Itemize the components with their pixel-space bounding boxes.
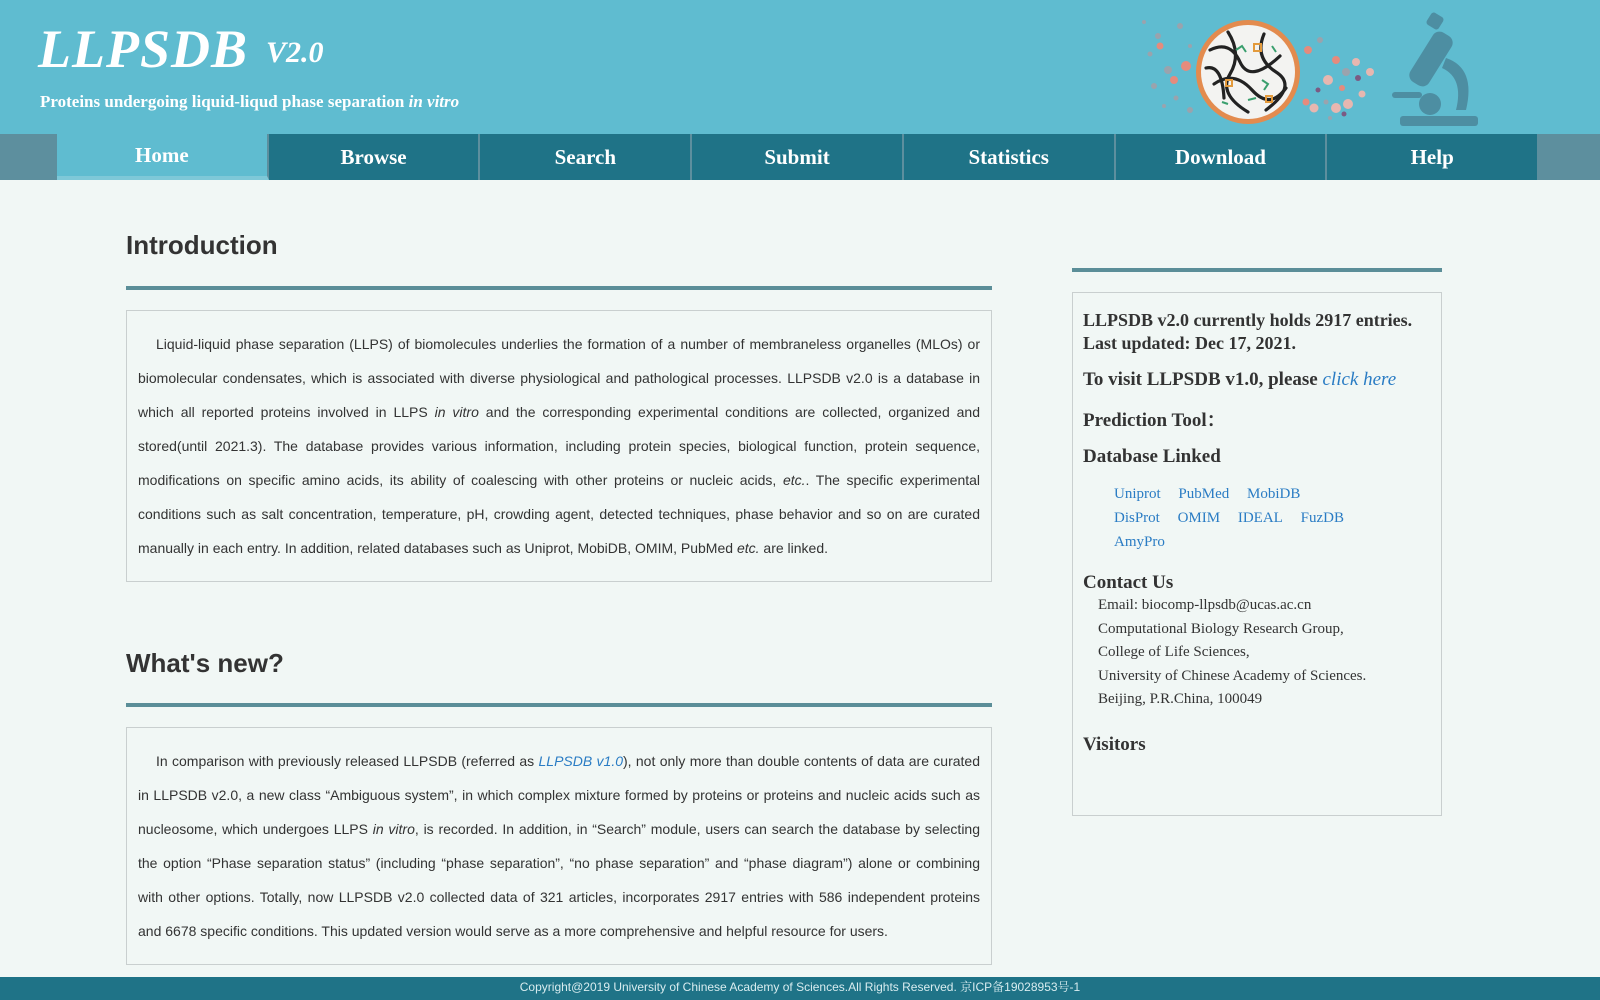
intro-part-2: and the corresponding experimental conditions are collected, organized and stored(until 2021.3). The database provides various information, including protein species, biological function, protein sequence, modifications on specific amino acids, its ability of coalescing with other proteins or nucleic acids, — [138, 404, 980, 488]
whatsnew-part-1: In comparison with previously released LLPSDB (referred as — [156, 753, 535, 769]
nav-search[interactable]: Search — [480, 134, 692, 180]
click-here-link[interactable]: click here — [1322, 369, 1397, 390]
db-links-row-1 — [1114, 482, 1431, 506]
whats-new-rule — [126, 703, 992, 707]
site-header — [0, 0, 1600, 134]
side-panel — [1072, 292, 1442, 816]
whatsnew-part-3: , is recorded. In addition, in “Search” module, users can search the database by selecting the option “Phase separation status” (including “phase separation”, “no phase separation” and “phase diagram”) alone or combining with other options. Totally, now LLPSDB v2.0 collected data of 321 articles, incorporates 2917 entries with 586 independent proteins and 6678 specific conditions. This updated version would serve as a more comprehensive and helpful resource for users. — [138, 821, 981, 939]
database-links — [1114, 482, 1431, 554]
nav-statistics[interactable]: Statistics — [904, 134, 1116, 180]
nav-home[interactable]: Home — [57, 134, 269, 180]
whats-new-title: What's new? — [126, 648, 284, 678]
nav-browse[interactable]: Browse — [269, 134, 481, 180]
contact-address: Beijing, P.R.China, 100049 — [1098, 691, 1263, 707]
logo-version: V2.0 — [266, 36, 324, 69]
copyright-text: Copyright@2019 University of Chinese Academy of Sciences.All Rights Reserved. 京ICP备19028953号-1 — [519, 980, 1081, 994]
contact-title: Contact Us — [1083, 572, 1174, 593]
logo-title[interactable]: LLPSDB — [38, 19, 249, 79]
header-illustration — [1130, 10, 1490, 130]
prediction-tool: Prediction Tool： — [1083, 410, 1226, 431]
whatsnew-italic-1: in vitro — [372, 821, 415, 837]
disprot-link[interactable]: DisProt — [1114, 510, 1160, 526]
whats-new-text — [138, 744, 980, 948]
whats-new-box — [126, 727, 992, 965]
db-links-row-2 — [1114, 506, 1431, 530]
contact-group: Computational Biology Research Group, — [1098, 620, 1344, 637]
introduction-box — [126, 310, 992, 582]
intro-part-3: . The specific experimental conditions such as salt concentration, temperature, pH, crowding agent, detected techniques, phase behavior and so on are curated manually in each entry. In addition, related databases such as Uniprot, MobiDB, OMIM, PubMed — [138, 472, 981, 556]
visit-v1-text: To visit LLPSDB v1.0, please — [1083, 369, 1318, 390]
introduction-text — [138, 327, 980, 565]
main-nav — [0, 134, 1600, 180]
whatsnew-part-2: ), not only more than double contents of data are curated in LLPSDB v2.0, a new class “Ambiguous system”, in which complex mixture formed by proteins or proteins and nucleic acids such as nucleosome, which undergoes LLPS — [138, 753, 981, 837]
entries-count: LLPSDB v2.0 currently holds 2917 entries. — [1083, 310, 1413, 330]
logo-subtitle — [40, 92, 459, 112]
visit-v1 — [1083, 369, 1431, 391]
site-footer — [0, 977, 1600, 1000]
side-rule — [1072, 268, 1442, 272]
contact-email: Email: biocomp-llpsdb@ucas.ac.cn — [1098, 597, 1312, 613]
intro-part-1: Liquid-liquid phase separation (LLPS) of biomolecules underlies the formation of a number of membraneless organelles (MLOs) or biomolecular condensates, which is associated with diverse physiological and pathological processes. LLPSDB v2.0 is a database in which all reported proteins involved in LLPS — [138, 336, 980, 420]
intro-part-4: are linked. — [763, 540, 828, 556]
intro-italic-2: etc. — [782, 472, 806, 488]
amypro-link[interactable]: AmyPro — [1114, 534, 1165, 550]
contact-college: College of Life Sciences, — [1098, 644, 1250, 660]
ideal-link[interactable]: IDEAL — [1237, 510, 1283, 526]
db-links-row-3 — [1114, 530, 1431, 554]
database-linked-title: Database Linked — [1083, 446, 1221, 467]
last-updated: Last updated: Dec 17, 2021. — [1083, 333, 1297, 353]
nav-bar — [57, 134, 1537, 180]
fuzdb-link[interactable]: FuzDB — [1300, 510, 1344, 526]
contact-info — [1098, 594, 1431, 712]
visitors-title: Visitors — [1083, 733, 1146, 755]
protein-droplet-icon — [1142, 20, 1374, 124]
contact-university: University of Chinese Academy of Sciences. — [1098, 667, 1367, 684]
nav-download[interactable]: Download — [1116, 134, 1328, 180]
introduction-title: Introduction — [126, 230, 278, 260]
intro-italic-3: etc. — [736, 540, 760, 556]
omim-link[interactable]: OMIM — [1177, 510, 1221, 526]
llpsdb-v1-link[interactable]: LLPSDB v1.0 — [538, 753, 624, 769]
microscope-icon — [1392, 11, 1478, 126]
subtitle-text: Proteins undergoing liquid-liqud phase separation — [40, 92, 405, 111]
mobidb-link[interactable]: MobiDB — [1247, 486, 1301, 502]
nav-help[interactable]: Help — [1327, 134, 1537, 180]
subtitle-italic: in vitro — [408, 92, 460, 111]
uniprot-link[interactable]: Uniprot — [1114, 486, 1161, 502]
introduction-rule — [126, 286, 992, 290]
pubmed-link[interactable]: PubMed — [1178, 486, 1230, 502]
nav-submit[interactable]: Submit — [692, 134, 904, 180]
intro-italic-1: in vitro — [434, 404, 479, 420]
